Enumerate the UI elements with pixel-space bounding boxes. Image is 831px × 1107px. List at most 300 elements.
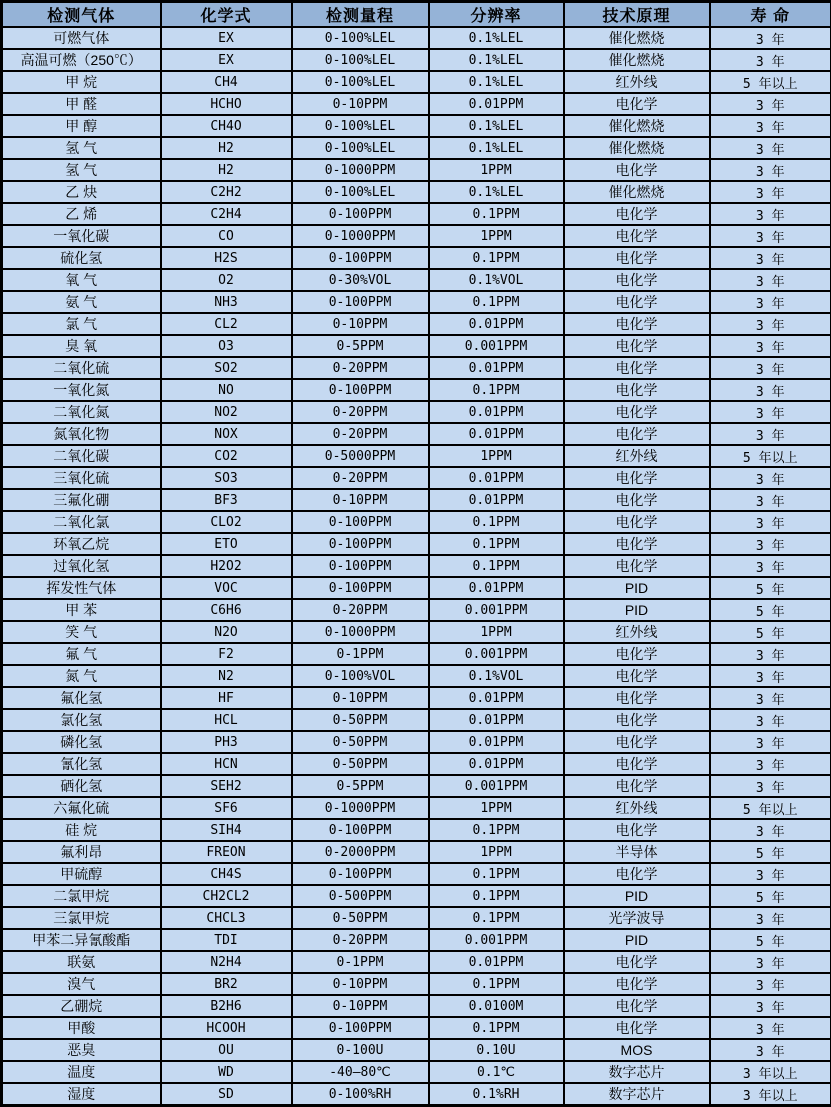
cell-gas-name: 湿度: [2, 1083, 161, 1106]
cell-technology: 电化学: [564, 423, 710, 445]
table-row: [2, 643, 831, 665]
table-row: [2, 71, 831, 93]
table-row: [2, 841, 831, 863]
cell-resolution: 0.1%LEL: [429, 71, 564, 93]
cell-resolution: 0.1%VOL: [429, 269, 564, 291]
cell-resolution: 0.1PPM: [429, 907, 564, 929]
cell-resolution: 0.01PPM: [429, 423, 564, 445]
table-row: [2, 489, 831, 511]
cell-lifespan: 5 年以上: [710, 71, 831, 93]
cell-chemical-formula: O3: [161, 335, 292, 357]
cell-lifespan: 3 年: [710, 423, 831, 445]
cell-detection-range: 0-10PPM: [292, 489, 429, 511]
cell-gas-name: 氮 气: [2, 665, 161, 687]
cell-detection-range: 0-100%LEL: [292, 71, 429, 93]
cell-gas-name: 三氟化硼: [2, 489, 161, 511]
cell-technology: 电化学: [564, 401, 710, 423]
cell-chemical-formula: O2: [161, 269, 292, 291]
cell-resolution: 1PPM: [429, 225, 564, 247]
cell-technology: 红外线: [564, 621, 710, 643]
cell-chemical-formula: C6H6: [161, 599, 292, 621]
cell-technology: 电化学: [564, 1017, 710, 1039]
cell-gas-name: 恶臭: [2, 1039, 161, 1061]
cell-lifespan: 3 年: [710, 335, 831, 357]
cell-technology: 电化学: [564, 159, 710, 181]
table-row: [2, 357, 831, 379]
cell-resolution: 0.01PPM: [429, 753, 564, 775]
cell-detection-range: 0-100PPM: [292, 203, 429, 225]
cell-detection-range: 0-100PPM: [292, 247, 429, 269]
table-row: [2, 599, 831, 621]
cell-technology: 光学波导: [564, 907, 710, 929]
cell-gas-name: 氟利昂: [2, 841, 161, 863]
cell-detection-range: 0-100PPM: [292, 577, 429, 599]
cell-lifespan: 3 年: [710, 555, 831, 577]
cell-detection-range: 0-100%LEL: [292, 115, 429, 137]
table-row: [2, 995, 831, 1017]
table-row: [2, 49, 831, 71]
cell-lifespan: 3 年: [710, 27, 831, 49]
table-row: [2, 181, 831, 203]
cell-detection-range: 0-1000PPM: [292, 159, 429, 181]
cell-lifespan: 3 年: [710, 137, 831, 159]
cell-chemical-formula: PH3: [161, 731, 292, 753]
table-row: [2, 203, 831, 225]
cell-gas-name: 甲 烷: [2, 71, 161, 93]
cell-lifespan: 3 年: [710, 731, 831, 753]
cell-resolution: 0.1%RH: [429, 1083, 564, 1106]
cell-chemical-formula: HCL: [161, 709, 292, 731]
cell-gas-name: 温度: [2, 1061, 161, 1083]
cell-technology: PID: [564, 577, 710, 599]
cell-technology: 催化燃烧: [564, 27, 710, 49]
cell-gas-name: 氧 气: [2, 269, 161, 291]
cell-technology: 电化学: [564, 555, 710, 577]
cell-resolution: 1PPM: [429, 159, 564, 181]
cell-resolution: 0.1PPM: [429, 1017, 564, 1039]
cell-technology: 电化学: [564, 247, 710, 269]
cell-technology: 电化学: [564, 665, 710, 687]
cell-gas-name: 六氟化硫: [2, 797, 161, 819]
cell-resolution: 0.0100M: [429, 995, 564, 1017]
cell-chemical-formula: NH3: [161, 291, 292, 313]
table-row: [2, 1083, 831, 1106]
cell-detection-range: 0-100%VOL: [292, 665, 429, 687]
table-row: [2, 27, 831, 49]
cell-detection-range: 0-2000PPM: [292, 841, 429, 863]
cell-resolution: 0.1PPM: [429, 885, 564, 907]
cell-chemical-formula: HF: [161, 687, 292, 709]
cell-resolution: 0.01PPM: [429, 951, 564, 973]
cell-technology: 电化学: [564, 687, 710, 709]
cell-lifespan: 3 年: [710, 203, 831, 225]
cell-technology: 电化学: [564, 775, 710, 797]
cell-lifespan: 3 年: [710, 1017, 831, 1039]
cell-chemical-formula: FREON: [161, 841, 292, 863]
cell-resolution: 0.1PPM: [429, 203, 564, 225]
cell-technology: 电化学: [564, 709, 710, 731]
cell-resolution: 0.1℃: [429, 1061, 564, 1083]
table-row: [2, 423, 831, 445]
cell-resolution: 0.10U: [429, 1039, 564, 1061]
cell-chemical-formula: CH4S: [161, 863, 292, 885]
cell-gas-name: 氨 气: [2, 291, 161, 313]
table-row: [2, 665, 831, 687]
cell-detection-range: 0-500PPM: [292, 885, 429, 907]
cell-resolution: 0.01PPM: [429, 313, 564, 335]
cell-gas-name: 氢 气: [2, 159, 161, 181]
cell-gas-name: 甲 醛: [2, 93, 161, 115]
cell-technology: 半导体: [564, 841, 710, 863]
cell-gas-name: 硫化氢: [2, 247, 161, 269]
cell-chemical-formula: SO2: [161, 357, 292, 379]
cell-detection-range: 0-10PPM: [292, 995, 429, 1017]
cell-lifespan: 3 年: [710, 291, 831, 313]
cell-detection-range: 0-1PPM: [292, 643, 429, 665]
cell-gas-name: 一氧化碳: [2, 225, 161, 247]
table-row: [2, 709, 831, 731]
table-row: [2, 93, 831, 115]
cell-technology: 电化学: [564, 203, 710, 225]
cell-detection-range: 0-10PPM: [292, 93, 429, 115]
cell-detection-range: 0-5PPM: [292, 335, 429, 357]
table-header: [2, 2, 831, 28]
cell-lifespan: 5 年: [710, 621, 831, 643]
cell-gas-name: 笑 气: [2, 621, 161, 643]
cell-technology: 电化学: [564, 489, 710, 511]
cell-lifespan: 3 年: [710, 995, 831, 1017]
cell-gas-name: 氟化氢: [2, 687, 161, 709]
cell-detection-range: 0-10PPM: [292, 973, 429, 995]
cell-gas-name: 二氧化碳: [2, 445, 161, 467]
cell-chemical-formula: CO2: [161, 445, 292, 467]
cell-lifespan: 3 年: [710, 379, 831, 401]
cell-lifespan: 5 年: [710, 841, 831, 863]
table-row: [2, 863, 831, 885]
cell-gas-name: 乙 烯: [2, 203, 161, 225]
cell-chemical-formula: H2: [161, 137, 292, 159]
cell-technology: 催化燃烧: [564, 137, 710, 159]
table-row: [2, 511, 831, 533]
cell-chemical-formula: SO3: [161, 467, 292, 489]
cell-chemical-formula: NO2: [161, 401, 292, 423]
cell-chemical-formula: WD: [161, 1061, 292, 1083]
cell-resolution: 0.1%LEL: [429, 115, 564, 137]
cell-chemical-formula: SF6: [161, 797, 292, 819]
table-row: [2, 1061, 831, 1083]
cell-resolution: 0.1%LEL: [429, 49, 564, 71]
table-row: [2, 247, 831, 269]
cell-detection-range: 0-50PPM: [292, 709, 429, 731]
cell-resolution: 0.1%LEL: [429, 181, 564, 203]
cell-gas-name: 甲 醇: [2, 115, 161, 137]
cell-lifespan: 3 年以上: [710, 1061, 831, 1083]
table-row: [2, 621, 831, 643]
cell-lifespan: 3 年: [710, 973, 831, 995]
cell-gas-name: 乙 炔: [2, 181, 161, 203]
cell-gas-name: 臭 氧: [2, 335, 161, 357]
cell-technology: 电化学: [564, 533, 710, 555]
table-row: [2, 1039, 831, 1061]
cell-technology: 电化学: [564, 643, 710, 665]
cell-resolution: 0.01PPM: [429, 687, 564, 709]
cell-gas-name: 氯 气: [2, 313, 161, 335]
cell-chemical-formula: H2O2: [161, 555, 292, 577]
cell-technology: 数字芯片: [564, 1083, 710, 1106]
table-row: [2, 401, 831, 423]
table-header-row: [2, 2, 831, 28]
table-row: [2, 731, 831, 753]
cell-detection-range: 0-5000PPM: [292, 445, 429, 467]
cell-chemical-formula: F2: [161, 643, 292, 665]
table-row: [2, 973, 831, 995]
cell-technology: 电化学: [564, 269, 710, 291]
cell-technology: 电化学: [564, 313, 710, 335]
cell-chemical-formula: N2: [161, 665, 292, 687]
cell-gas-name: 过氧化氢: [2, 555, 161, 577]
table-row: [2, 313, 831, 335]
cell-resolution: 1PPM: [429, 841, 564, 863]
cell-gas-name: 磷化氢: [2, 731, 161, 753]
cell-gas-name: 氮氧化物: [2, 423, 161, 445]
table-row: [2, 269, 831, 291]
cell-resolution: 1PPM: [429, 797, 564, 819]
cell-detection-range: 0-50PPM: [292, 907, 429, 929]
table-row: [2, 335, 831, 357]
cell-lifespan: 3 年: [710, 687, 831, 709]
cell-chemical-formula: EX: [161, 27, 292, 49]
cell-technology: 电化学: [564, 753, 710, 775]
table-row: [2, 533, 831, 555]
cell-detection-range: 0-20PPM: [292, 929, 429, 951]
cell-resolution: 0.001PPM: [429, 599, 564, 621]
cell-detection-range: 0-100%LEL: [292, 27, 429, 49]
cell-resolution: 0.01PPM: [429, 467, 564, 489]
cell-chemical-formula: OU: [161, 1039, 292, 1061]
cell-technology: 红外线: [564, 797, 710, 819]
cell-resolution: 0.01PPM: [429, 93, 564, 115]
cell-technology: 电化学: [564, 863, 710, 885]
cell-lifespan: 3 年: [710, 489, 831, 511]
cell-detection-range: 0-100PPM: [292, 863, 429, 885]
cell-technology: PID: [564, 885, 710, 907]
cell-chemical-formula: C2H2: [161, 181, 292, 203]
cell-chemical-formula: SIH4: [161, 819, 292, 841]
cell-technology: 催化燃烧: [564, 49, 710, 71]
cell-chemical-formula: CH4: [161, 71, 292, 93]
cell-technology: 电化学: [564, 973, 710, 995]
cell-detection-range: 0-50PPM: [292, 731, 429, 753]
cell-resolution: 0.001PPM: [429, 775, 564, 797]
column-header-detection-range: 检测量程: [292, 2, 429, 28]
table-row: [2, 115, 831, 137]
cell-detection-range: 0-20PPM: [292, 467, 429, 489]
cell-lifespan: 3 年: [710, 49, 831, 71]
cell-detection-range: 0-100PPM: [292, 379, 429, 401]
cell-chemical-formula: BF3: [161, 489, 292, 511]
cell-lifespan: 3 年: [710, 357, 831, 379]
cell-chemical-formula: SEH2: [161, 775, 292, 797]
cell-gas-name: 硒化氢: [2, 775, 161, 797]
table-row: [2, 929, 831, 951]
cell-resolution: 0.1PPM: [429, 379, 564, 401]
cell-lifespan: 5 年以上: [710, 445, 831, 467]
cell-detection-range: 0-100PPM: [292, 819, 429, 841]
column-header-chemical-formula: 化学式: [161, 2, 292, 28]
cell-chemical-formula: HCHO: [161, 93, 292, 115]
cell-detection-range: 0-50PPM: [292, 753, 429, 775]
cell-technology: PID: [564, 599, 710, 621]
table-row: [2, 687, 831, 709]
column-header-technology: 技术原理: [564, 2, 710, 28]
cell-gas-name: 甲硫醇: [2, 863, 161, 885]
cell-detection-range: 0-100%LEL: [292, 49, 429, 71]
cell-detection-range: 0-100%LEL: [292, 137, 429, 159]
cell-technology: 催化燃烧: [564, 115, 710, 137]
cell-technology: 电化学: [564, 291, 710, 313]
cell-resolution: 0.1%LEL: [429, 27, 564, 49]
cell-gas-name: 三氧化硫: [2, 467, 161, 489]
cell-technology: 数字芯片: [564, 1061, 710, 1083]
column-header-gas-name: 检测气体: [2, 2, 161, 28]
cell-lifespan: 3 年: [710, 467, 831, 489]
table-row: [2, 445, 831, 467]
cell-gas-name: 二氯甲烷: [2, 885, 161, 907]
cell-gas-name: 可燃气体: [2, 27, 161, 49]
cell-gas-name: 氰化氢: [2, 753, 161, 775]
cell-resolution: 1PPM: [429, 445, 564, 467]
cell-lifespan: 3 年: [710, 665, 831, 687]
cell-gas-name: 甲 苯: [2, 599, 161, 621]
cell-gas-name: 二氧化硫: [2, 357, 161, 379]
cell-chemical-formula: H2: [161, 159, 292, 181]
cell-lifespan: 3 年: [710, 819, 831, 841]
table-row: [2, 555, 831, 577]
cell-resolution: 0.1PPM: [429, 533, 564, 555]
cell-detection-range: 0-100PPM: [292, 1017, 429, 1039]
cell-technology: 红外线: [564, 445, 710, 467]
cell-lifespan: 3 年以上: [710, 1083, 831, 1106]
cell-detection-range: 0-100PPM: [292, 511, 429, 533]
cell-lifespan: 5 年: [710, 599, 831, 621]
cell-lifespan: 3 年: [710, 533, 831, 555]
cell-technology: 电化学: [564, 357, 710, 379]
cell-detection-range: 0-10PPM: [292, 313, 429, 335]
cell-detection-range: 0-30%VOL: [292, 269, 429, 291]
cell-gas-name: 硅 烷: [2, 819, 161, 841]
cell-resolution: 0.01PPM: [429, 401, 564, 423]
cell-chemical-formula: NO: [161, 379, 292, 401]
table-row: [2, 951, 831, 973]
cell-resolution: 0.1PPM: [429, 819, 564, 841]
cell-chemical-formula: C2H4: [161, 203, 292, 225]
cell-detection-range: 0-100%LEL: [292, 181, 429, 203]
cell-technology: 电化学: [564, 225, 710, 247]
cell-technology: 电化学: [564, 731, 710, 753]
cell-gas-name: 二氧化氯: [2, 511, 161, 533]
cell-resolution: 0.001PPM: [429, 335, 564, 357]
cell-gas-name: 溴气: [2, 973, 161, 995]
cell-chemical-formula: BR2: [161, 973, 292, 995]
cell-lifespan: 3 年: [710, 1039, 831, 1061]
cell-resolution: 0.1PPM: [429, 511, 564, 533]
cell-gas-name: 联氨: [2, 951, 161, 973]
table-row: [2, 885, 831, 907]
cell-technology: 电化学: [564, 511, 710, 533]
cell-technology: PID: [564, 929, 710, 951]
table-row: [2, 467, 831, 489]
cell-lifespan: 3 年: [710, 643, 831, 665]
cell-chemical-formula: TDI: [161, 929, 292, 951]
cell-resolution: 0.01PPM: [429, 357, 564, 379]
cell-detection-range: 0-20PPM: [292, 357, 429, 379]
cell-lifespan: 3 年: [710, 313, 831, 335]
cell-resolution: 0.1PPM: [429, 863, 564, 885]
cell-resolution: 0.1PPM: [429, 291, 564, 313]
cell-chemical-formula: CL2: [161, 313, 292, 335]
cell-resolution: 0.1%VOL: [429, 665, 564, 687]
cell-resolution: 0.01PPM: [429, 489, 564, 511]
cell-technology: 电化学: [564, 995, 710, 1017]
table-row: [2, 797, 831, 819]
cell-detection-range: -40—80℃: [292, 1061, 429, 1083]
cell-detection-range: 0-5PPM: [292, 775, 429, 797]
cell-resolution: 0.1PPM: [429, 247, 564, 269]
table-row: [2, 819, 831, 841]
cell-chemical-formula: SD: [161, 1083, 292, 1106]
cell-chemical-formula: HCN: [161, 753, 292, 775]
table-row: [2, 291, 831, 313]
cell-gas-name: 二氧化氮: [2, 401, 161, 423]
cell-gas-name: 三氯甲烷: [2, 907, 161, 929]
cell-lifespan: 5 年以上: [710, 797, 831, 819]
cell-detection-range: 0-20PPM: [292, 401, 429, 423]
cell-chemical-formula: NOX: [161, 423, 292, 445]
cell-chemical-formula: CO: [161, 225, 292, 247]
cell-gas-name: 氢 气: [2, 137, 161, 159]
cell-gas-name: 甲苯二异氰酸酯: [2, 929, 161, 951]
cell-resolution: 0.01PPM: [429, 709, 564, 731]
cell-lifespan: 5 年: [710, 885, 831, 907]
cell-detection-range: 0-20PPM: [292, 599, 429, 621]
cell-lifespan: 3 年: [710, 401, 831, 423]
cell-technology: 催化燃烧: [564, 181, 710, 203]
cell-lifespan: 3 年: [710, 269, 831, 291]
table-row: [2, 775, 831, 797]
cell-detection-range: 0-100PPM: [292, 555, 429, 577]
cell-lifespan: 3 年: [710, 863, 831, 885]
cell-chemical-formula: CHCL3: [161, 907, 292, 929]
table-row: [2, 225, 831, 247]
cell-detection-range: 0-1000PPM: [292, 621, 429, 643]
table-row: [2, 137, 831, 159]
cell-chemical-formula: CLO2: [161, 511, 292, 533]
cell-gas-name: 挥发性气体: [2, 577, 161, 599]
cell-resolution: 0.001PPM: [429, 929, 564, 951]
table-row: [2, 1017, 831, 1039]
cell-lifespan: 3 年: [710, 753, 831, 775]
cell-gas-name: 高温可燃（250℃）: [2, 49, 161, 71]
cell-technology: 电化学: [564, 819, 710, 841]
cell-detection-range: 0-1000PPM: [292, 225, 429, 247]
table-row: [2, 577, 831, 599]
column-header-resolution: 分辨率: [429, 2, 564, 28]
cell-lifespan: 3 年: [710, 709, 831, 731]
cell-technology: 电化学: [564, 335, 710, 357]
cell-lifespan: 3 年: [710, 247, 831, 269]
table-row: [2, 907, 831, 929]
cell-technology: 电化学: [564, 467, 710, 489]
